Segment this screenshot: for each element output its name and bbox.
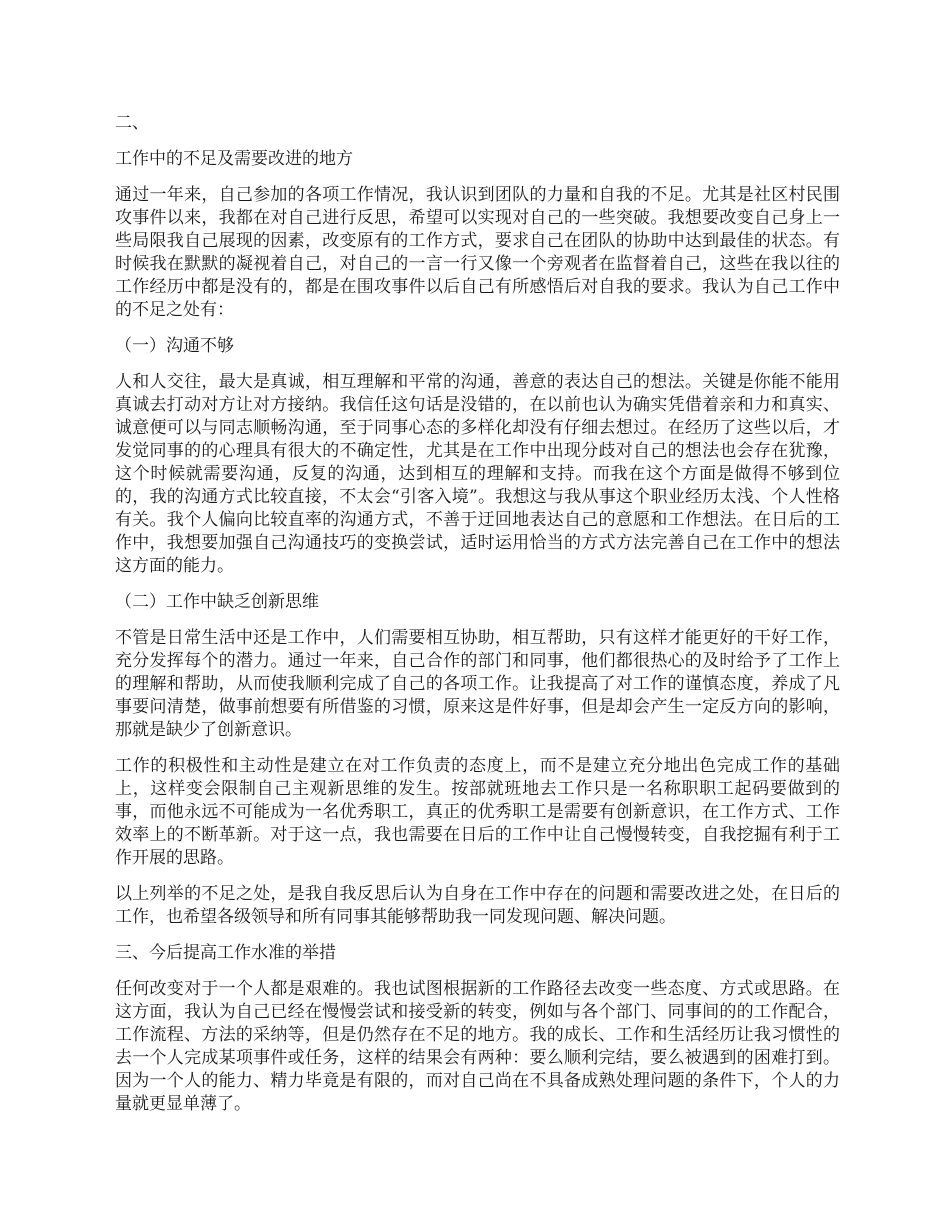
document-page (115, 112, 840, 1129)
subheading-innovation: （二）工作中缺乏创新思维 (115, 592, 319, 612)
paragraph-summary: 以上列举的不足之处，是我自我反思后认为自身在工作中存在的问题和需要改进之处，在日后的工作，也希望各级领导和所有同事其能够帮助我一同发现问题、解决问题。 (115, 884, 840, 927)
paragraph-communication: 人和人交往，最大是真诚，相互理解和平常的沟通，善意的表达自己的想法。关键是你能不能用真诚去打动对方让对方接纳。我信任这句话是没错的，在以前也认为确实凭借着亲和力和真实、诚意便可以与同志顺畅沟通，至于同事心态的多样化却没有仔细去想过。在经历了这些以后，才发觉同事的的心理具有很大的不确定性，尤其是在工作中出现分歧对自己的想法也会存在犹豫，这个时候就需要沟通，反复的沟通，达到相互的理解和支持。而我在这个方面是做得不够到位的，我的沟通方式比较直接，不太会“引客入境”。我想这与我从事这个职业经历太浅、个人性格有关。我个人偏向比较直率的沟通方式，不善于迂回地表达自己的意愿和工作想法。在日后的工作中，我想要加强自己沟通技巧的变换尝试，适时运用恰当的方式方法完善自己在工作中的想法这方面的能力。 (115, 372, 840, 576)
section-number-heading: 二、 (115, 113, 149, 133)
section-title-measures: 三、今后提高工作水准的举措 (115, 943, 336, 963)
paragraph-intro: 通过一年来，自己参加的各项工作情况，我认识到团队的力量和自我的不足。尤其是社区村民围攻事件以来，我都在对自己进行反思，希望可以实现对自己的一些突破。我想要改变自己身上一些局限我自己展现的因素，改变原有的工作方式，要求自己在团队的协助中达到最佳的状态。有时候我在默默的凝视着自己，对自己的一言一行又像一个旁观者在监督着自己，这些在我以往的工作经历中都是没有的，都是在围攻事件以后自己有所感悟后对自我的要求。我认为自己工作中的不足之处有： (115, 185, 840, 320)
subheading-communication: （一）沟通不够 (115, 336, 234, 356)
paragraph-innovation-1: 不管是日常生活中还是工作中，人们需要相互协助，相互帮助，只有这样才能更好的干好工作，充分发挥每个的潜力。通过一年来，自己合作的部门和同事，他们都很热心的及时给予了工作上的理解和帮助，从而使我顺利完成了自己的各项工作。让我提高了对工作的谨慎态度，养成了凡事要问清楚，做事前想要有所借鉴的习惯，原来这是件好事，但是却会产生一定反方向的影响，那就是缺少了创新意识。 (115, 628, 840, 740)
section-title-shortcomings: 工作中的不足及需要改进的地方 (115, 149, 353, 169)
paragraph-innovation-2: 工作的积极性和主动性是建立在对工作负责的态度上，而不是建立充分地出色完成工作的基础上，这样变会限制自己主观新思维的发生。按部就班地去工作只是一名称职职工起码要做到的事，而他永远不可能成为一名优秀职工，真正的优秀职工是需要有创新意识，在工作方式、工作效率上的不断革新。对于这一点，我也需要在日后的工作中让自己慢慢转变，自我挖掘有利于工作开展的思路。 (115, 756, 840, 868)
paragraph-measures: 任何改变对于一个人都是艰难的。我也试图根据新的工作路径去改变一些态度、方式或思路。在这方面，我认为自己已经在慢慢尝试和接受新的转变，例如与各个部门、同事间的的工作配合，工作流程、方法的采纳等，但是仍然存在不足的地方。我的成长、工作和生活经历让我习惯性的去一个人完成某项事件或任务，这样的结果会有两种：要么顺利完结，要么被遇到的困难打到。因为一个人的能力、精力毕竟是有限的，而对自己尚在不具备成熟处理问题的条件下，个人的力量就更显单薄了。 (115, 979, 840, 1114)
